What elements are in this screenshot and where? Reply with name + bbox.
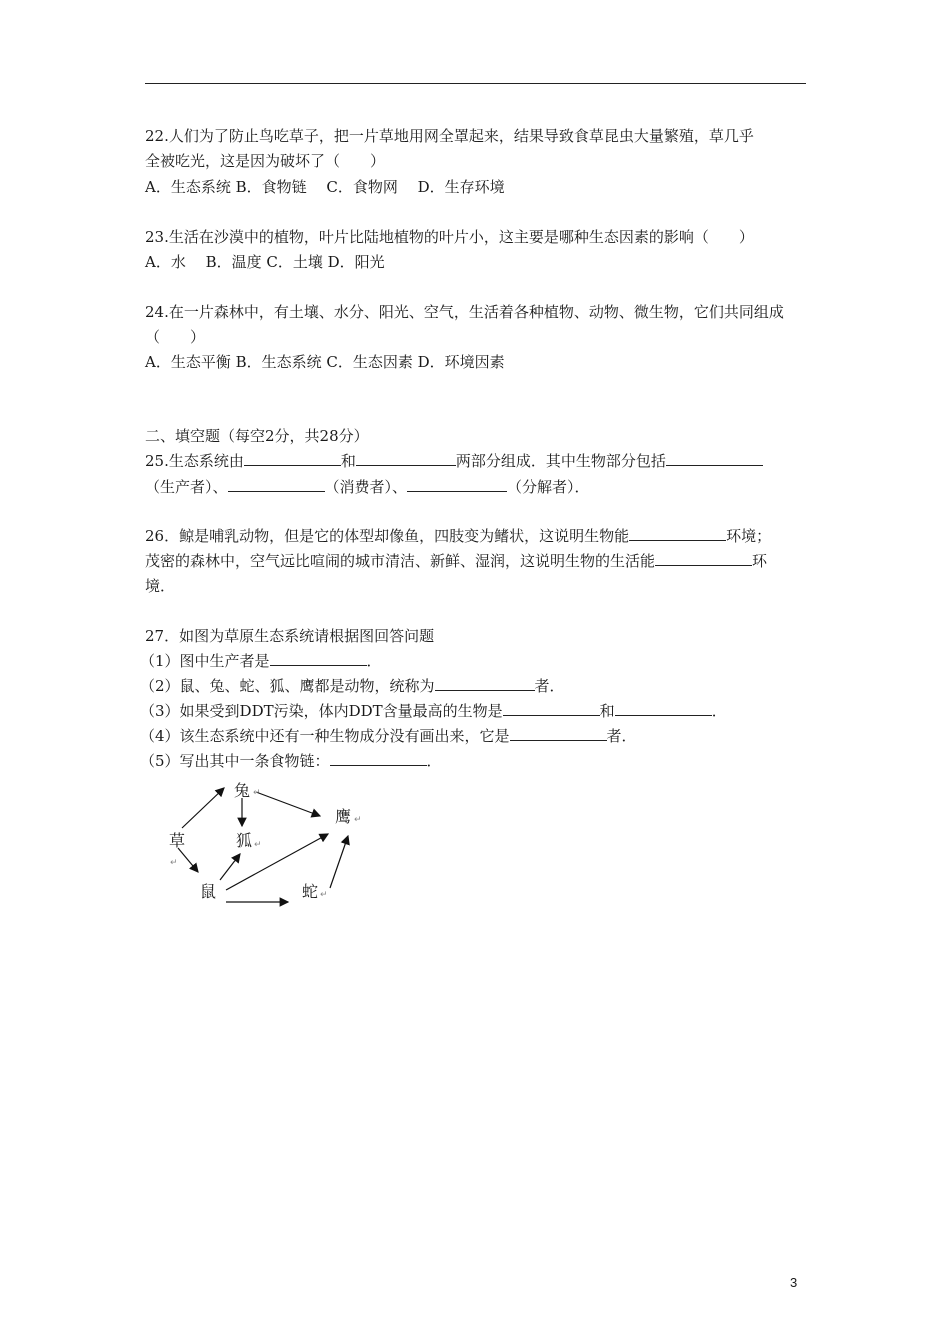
- q23-text: 23.生活在沙漠中的植物，叶片比陆地植物的叶片小，这主要是哪种生态因素的影响（ ）: [145, 228, 754, 246]
- q27-text: （2）鼠、兔、蛇、狐、鹰都是动物，统称为: [140, 677, 435, 695]
- paragraph-mark-icon: ↵: [354, 815, 362, 825]
- answer-blank[interactable]: [407, 477, 507, 492]
- q26-text: 环境；: [726, 527, 772, 545]
- answer-blank[interactable]: [503, 701, 600, 716]
- section-heading: 二、填空题（每空2分，共28分）: [145, 427, 369, 445]
- q22-options: A．生态系统 B．食物链 C．食物网 D．生存环境: [145, 178, 505, 196]
- q27-title: 27．如图为草原生态系统请根据图回答问题: [145, 627, 435, 645]
- q25-line2: [145, 477, 590, 497]
- q26-text: 26．鲸是哺乳动物，但是它的体型却像鱼，四肢变为鳍状，这说明生物能: [145, 527, 630, 545]
- q25-line1: [145, 451, 763, 471]
- q26-text: 茂密的森林中，空气远比喧闹的城市清洁、新鲜、湿润，这说明生物的生活能: [145, 552, 656, 570]
- q25-text: （消费者）、: [324, 478, 408, 496]
- q26-line3: 境．: [145, 577, 176, 595]
- node-eagle: 鹰: [335, 807, 352, 826]
- q25-text: （分解者）．: [507, 478, 590, 496]
- q26-line2: [145, 551, 767, 571]
- answer-blank[interactable]: [228, 477, 325, 492]
- answer-blank[interactable]: [666, 451, 763, 466]
- arrow-rabbit-eagle: [256, 792, 320, 816]
- answer-blank[interactable]: [330, 751, 427, 766]
- answer-blank[interactable]: [655, 551, 752, 566]
- arrow-snake-eagle: [330, 836, 348, 888]
- q25-text: 和: [340, 452, 356, 470]
- answer-blank[interactable]: [270, 651, 367, 666]
- q25-text: 两部分组成．其中生物部分包括: [455, 452, 666, 470]
- paragraph-mark-icon: ↵: [253, 788, 261, 798]
- q27-sub2: [140, 676, 565, 696]
- q22-text-line1: 22.人们为了防止鸟吃草子，把一片草地用网全罩起来，结果导致食草昆虫大量繁殖，草几乎: [145, 127, 754, 145]
- node-mouse: 鼠: [200, 882, 217, 901]
- q27-text: ．: [426, 752, 442, 770]
- page-number: 3: [790, 1275, 798, 1290]
- paragraph-mark-icon: ↵: [320, 890, 328, 900]
- q27-sub3: [140, 701, 727, 721]
- q24-text-line1: 24.在一片森林中，有土壤、水分、阳光、空气，生活着各种植物、动物、微生物，它们共同组成: [145, 303, 784, 321]
- food-web-diagram: [160, 778, 380, 908]
- arrow-grass-rabbit: [182, 788, 224, 828]
- q27-text: ．: [366, 652, 382, 670]
- q27-sub5: [140, 751, 442, 771]
- food-web-arrows: [160, 778, 380, 908]
- q26-line1: [145, 526, 771, 546]
- answer-blank[interactable]: [356, 451, 456, 466]
- q22-text-line2: 全被吃光，这是因为破坏了（ ）: [145, 152, 386, 170]
- q27-sub4: [140, 726, 637, 746]
- q27-text: （4）该生态系统中还有一种生物成分没有画出来，它是: [140, 727, 510, 745]
- node-snake: 蛇: [302, 882, 319, 901]
- q27-text: 和: [599, 702, 615, 720]
- answer-blank[interactable]: [244, 451, 341, 466]
- answer-blank[interactable]: [615, 701, 712, 716]
- q27-sub1: [140, 651, 382, 671]
- q27-text: 者．: [606, 727, 637, 745]
- answer-blank[interactable]: [510, 726, 607, 741]
- arrow-mouse-fox: [220, 854, 240, 880]
- paragraph-mark-icon: ↵: [254, 840, 262, 850]
- q25-text: （生产者）、: [145, 478, 228, 496]
- node-fox: 狐: [236, 831, 253, 850]
- answer-blank[interactable]: [435, 676, 535, 691]
- q24-options: A．生态平衡 B．生态系统 C．生态因素 D．环境因素: [145, 353, 505, 371]
- q27-text: ．: [711, 702, 727, 720]
- q23-options: A．水 B．温度 C．土壤 D．阳光: [145, 253, 385, 271]
- answer-blank[interactable]: [629, 526, 726, 541]
- node-rabbit: 兔: [234, 781, 251, 800]
- q26-text: 环: [752, 552, 768, 570]
- q24-text-line2: （ ）: [145, 328, 206, 346]
- header-rule: [145, 83, 806, 84]
- q27-text: （5）写出其中一条食物链：: [140, 752, 330, 770]
- q25-text: 25.生态系统由: [145, 452, 244, 470]
- q27-text: 者．: [534, 677, 565, 695]
- q27-text: （3）如果受到DDT污染，体内DDT含量最高的生物是: [140, 702, 503, 720]
- arrow-grass-mouse: [178, 848, 198, 872]
- q27-text: （1）图中生产者是: [140, 652, 270, 670]
- paragraph-mark-icon: ↵: [170, 858, 178, 868]
- node-grass: 草: [169, 831, 186, 850]
